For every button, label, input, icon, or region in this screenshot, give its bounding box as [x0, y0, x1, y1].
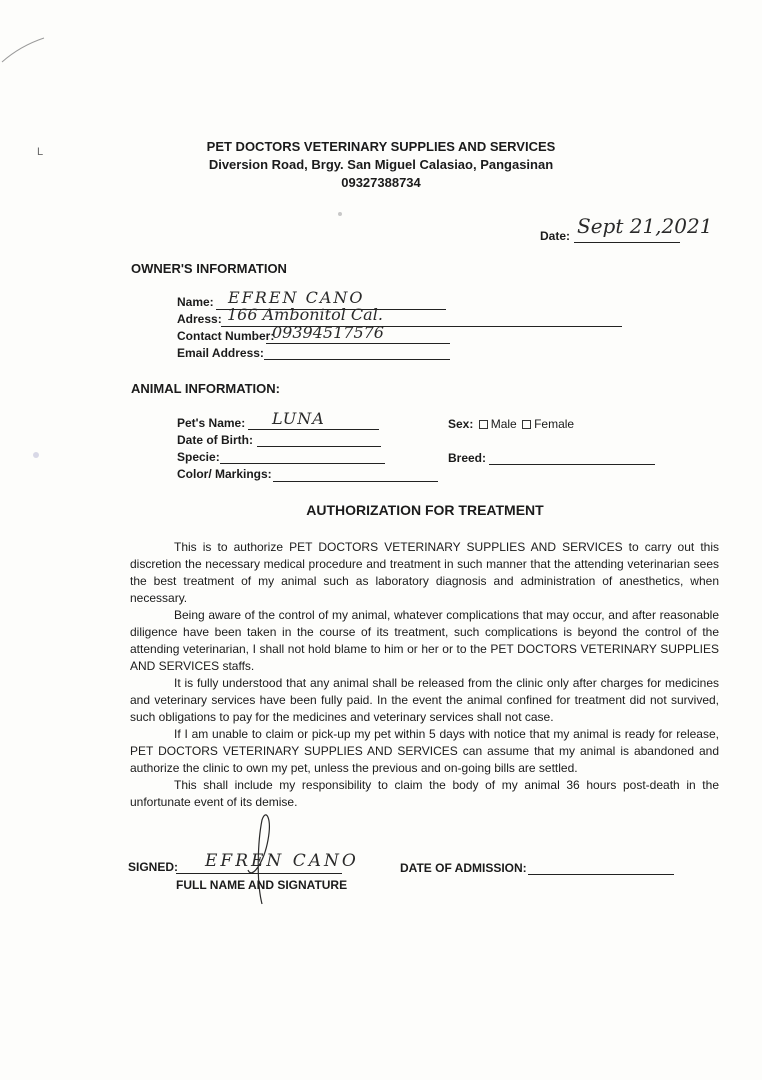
address-label: Adress: — [177, 312, 222, 326]
signed-label: SIGNED: — [128, 860, 179, 874]
paragraph-4: If I am unable to claim or pick-up my pet within 5 days with notice that my animal is ready for release, PET DOCTORS VETERINARY SUPPLIES AND SERVICES can assume that my animal is abandoned and authorize the clinic to own my pet, unless the previous and on-going bills are settled. — [130, 727, 719, 775]
date-value: Sept 21,2021 — [577, 214, 713, 238]
contact-value: 09394517576 — [272, 323, 384, 342]
color-line — [273, 481, 438, 482]
email-line — [264, 359, 450, 360]
company-address: Diversion Road, Brgy. San Miguel Calasiao, Pangasinan — [208, 157, 554, 172]
dob-label: Date of Birth: — [177, 433, 253, 447]
name-label: Name: — [177, 295, 214, 309]
pet-name-line — [248, 429, 379, 430]
margin-mark: L — [37, 146, 44, 158]
authorization-body — [130, 539, 719, 811]
dob-line — [257, 446, 381, 447]
sex-field — [448, 417, 574, 431]
contact-line — [266, 343, 450, 344]
company-phone: 09327388734 — [341, 175, 421, 190]
paragraph-2: Being aware of the control of my animal, whatever complications that may occur, and after reasonable diligence have been taken in the course of its treatment, such complications is beyond the control of the attending veterinarian, I shall not hold blame to him or her or to the PET DOCTORS VETERINARY SUPPLIES AND SERVICES staffs. — [130, 608, 719, 673]
animal-section-title: ANIMAL INFORMATION: — [131, 381, 280, 396]
company-name: PET DOCTORS VETERINARY SUPPLIES AND SERVICES — [206, 139, 556, 154]
paragraph-1: This is to authorize PET DOCTORS VETERINARY SUPPLIES AND SERVICES to carry out this discretion the necessary medical procedure and treatment in such manner that the attending veterinarian sees the best treatment of my animal such as laboratory diagnosis and administration of anesthetics, when necessary. — [130, 540, 719, 605]
specie-line — [220, 463, 385, 464]
name-value: EFREN CANO — [228, 288, 365, 307]
owner-section-title: OWNER'S INFORMATION — [131, 261, 287, 276]
date-line — [574, 242, 680, 243]
female-option-label: Female — [534, 417, 575, 431]
admission-line — [528, 874, 674, 875]
admission-label: DATE OF ADMISSION: — [400, 861, 527, 875]
paragraph-3: It is fully understood that any animal shall be released from the clinic only after charges for medicines and veterinary services have been fully paid. In the event the animal confined for treatment did not survived, such obligations to pay for the medicines and veterinary services shall not case. — [130, 676, 719, 724]
breed-label: Breed: — [448, 451, 487, 465]
date-label: Date: — [540, 229, 571, 243]
color-label: Color/ Markings: — [177, 467, 272, 481]
contact-label: Contact Number: — [177, 329, 275, 343]
male-option-label: Male — [490, 417, 517, 431]
signature-caption: FULL NAME AND SIGNATURE — [176, 878, 348, 892]
specie-label: Specie: — [177, 450, 220, 464]
breed-line — [489, 464, 655, 465]
signature-line — [176, 873, 342, 874]
female-checkbox[interactable] — [522, 420, 531, 429]
email-label: Email Address: — [177, 346, 264, 360]
paragraph-5: This shall include my responsibility to claim the body of my animal 36 hours post-death in the unfortunate event of its demise. — [130, 778, 719, 809]
sex-label: Sex: — [448, 417, 474, 431]
pet-name-label: Pet's Name: — [177, 416, 246, 430]
pet-name-value: LUNA — [272, 409, 325, 428]
signed-value: EFREN CANO — [205, 851, 359, 871]
male-checkbox[interactable] — [479, 420, 488, 429]
address-value: 166 Ambonitol Cal. — [227, 305, 383, 324]
authorization-title: AUTHORIZATION FOR TREATMENT — [306, 502, 544, 518]
